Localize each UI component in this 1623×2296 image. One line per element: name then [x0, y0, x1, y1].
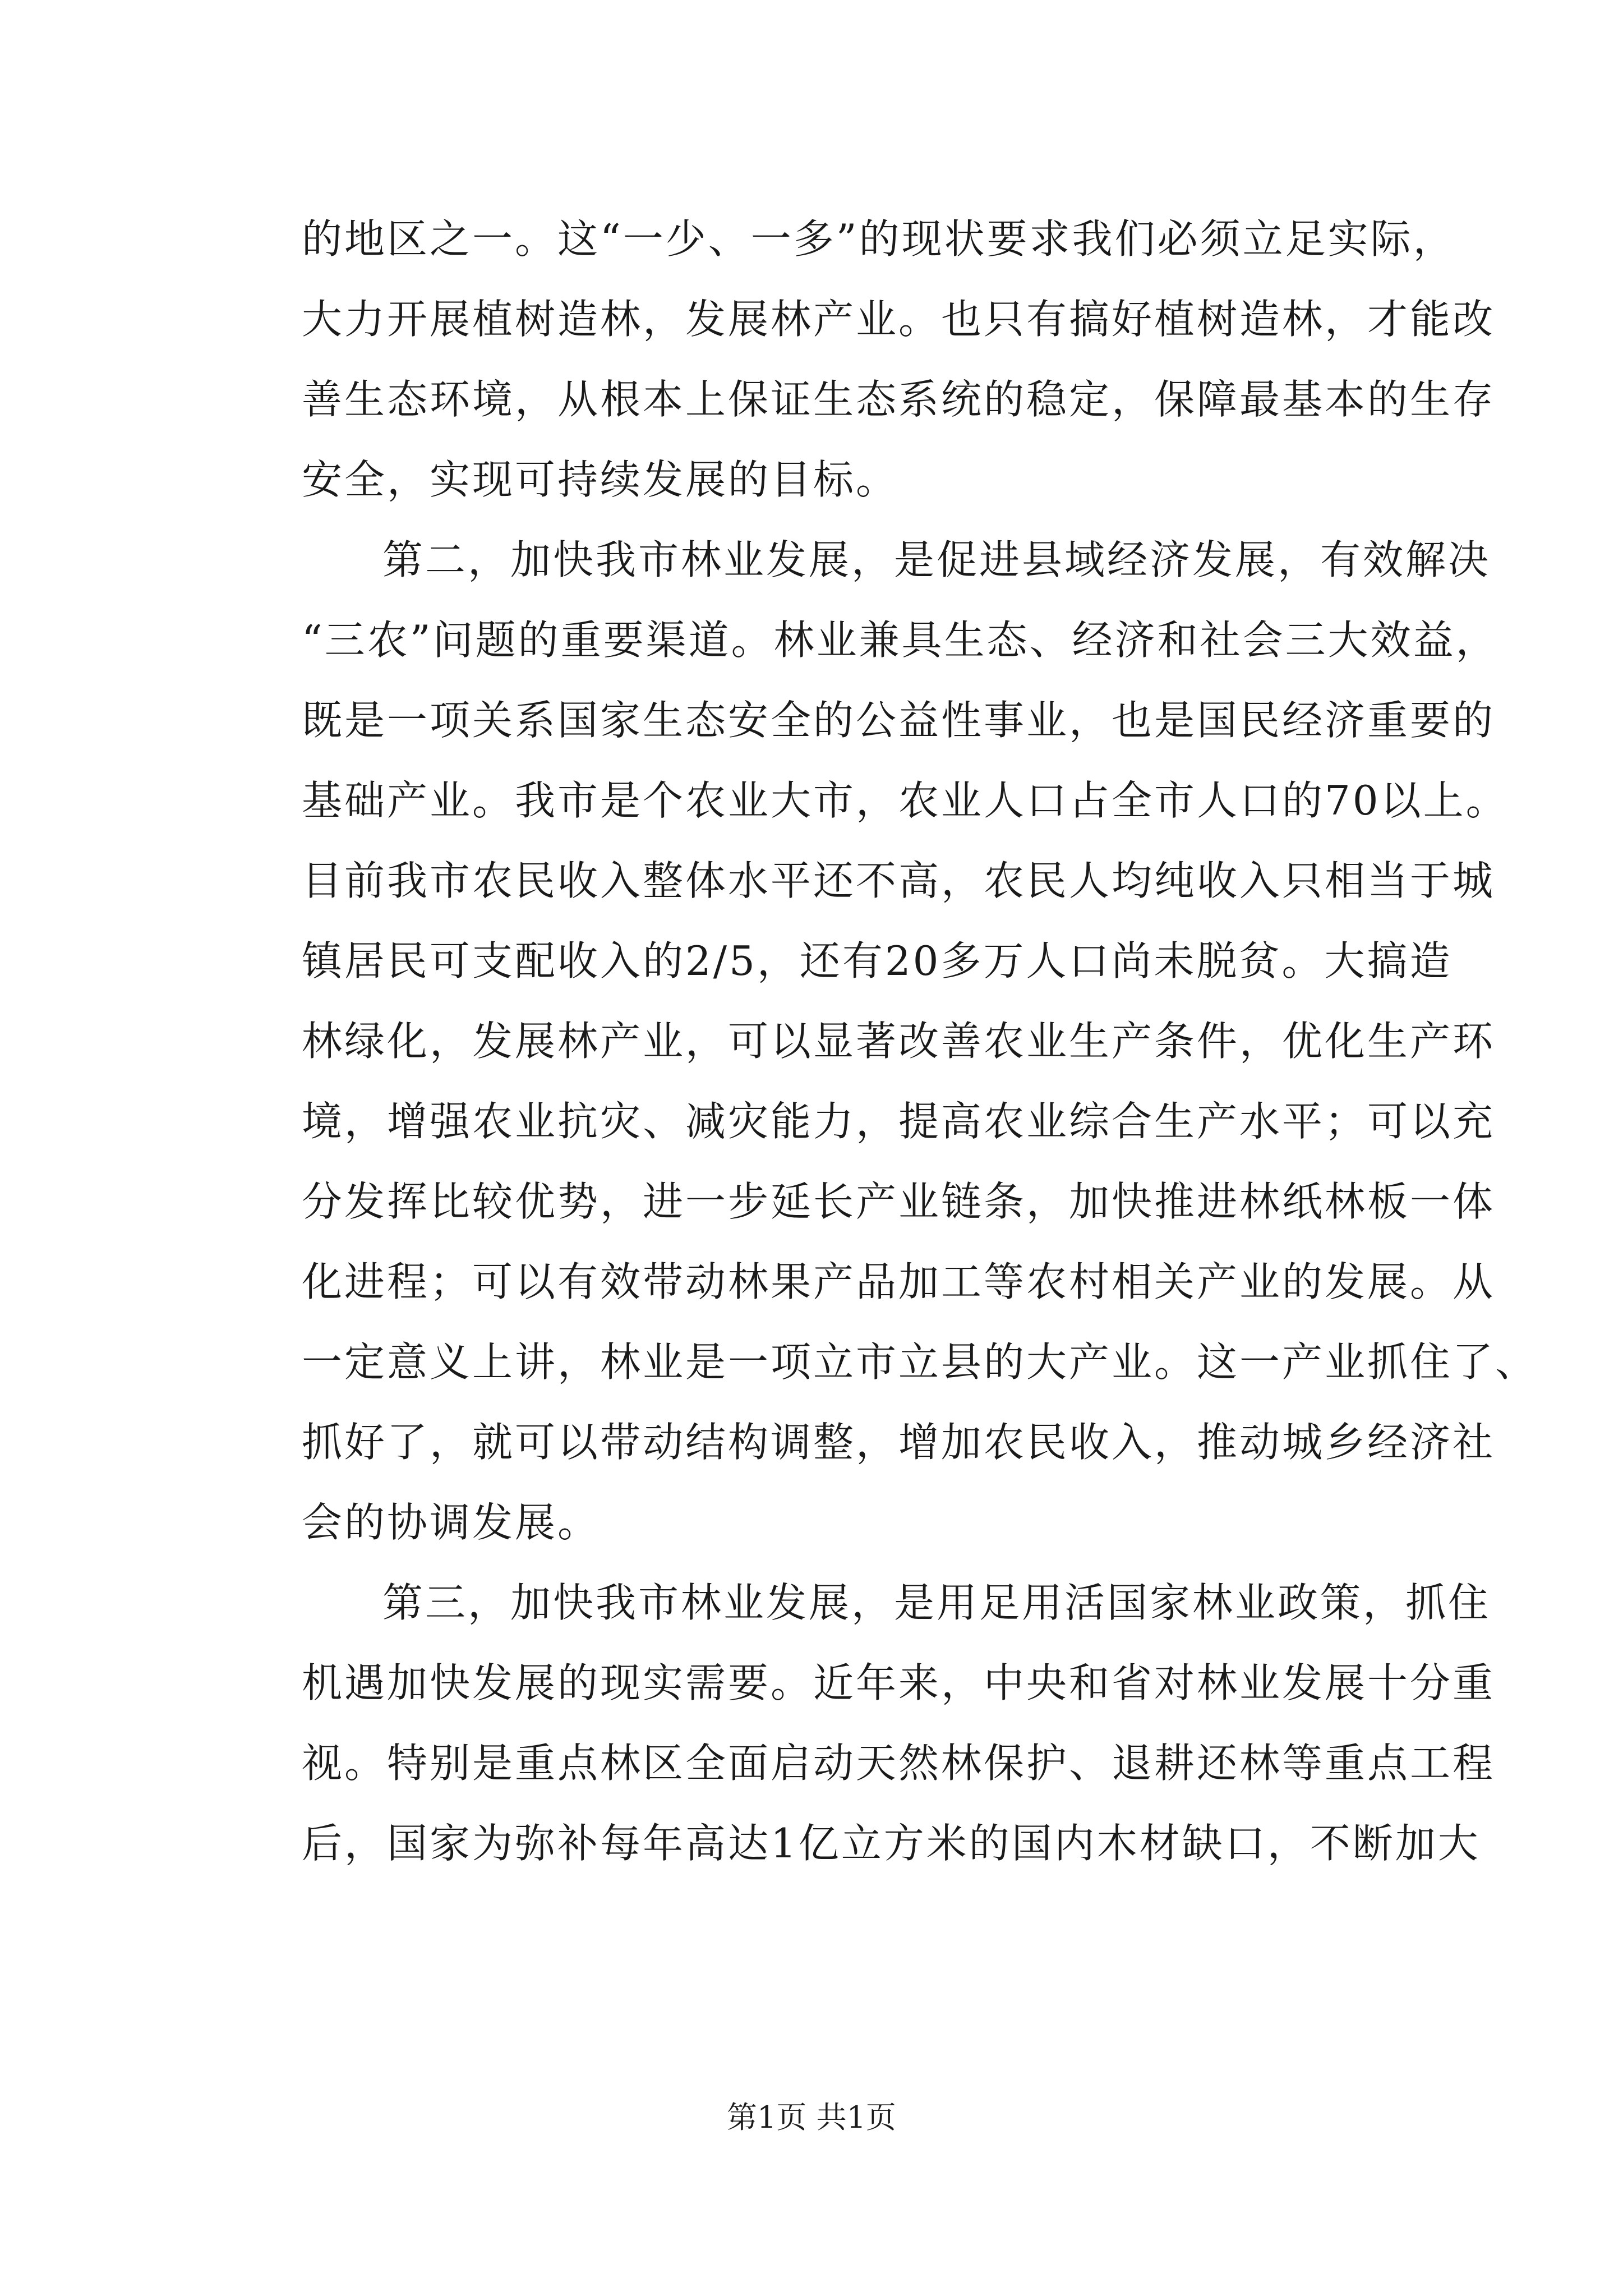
text-line: 林绿化，发展林产业，可以显著改善农业生产条件，优化生产环 — [302, 1018, 1496, 1065]
paragraph — [302, 199, 1496, 520]
text-line: 第三，加快我市林业发展，是用足用活国家林业政策，抓住 — [382, 1579, 1491, 1626]
paragraph — [302, 1563, 1496, 1884]
text-line: 镇居民可支配收入的2/5，还有20多万人口尚未脱贫。大搞造 — [302, 937, 1453, 984]
text-line: 境，增强农业抗灾、减灾能力，提高农业综合生产水平；可以充 — [302, 1098, 1496, 1145]
text-line: 既是一项关系国家生态安全的公益性事业，也是国民经济重要的 — [302, 697, 1496, 744]
text-line: 会的协调发展。 — [302, 1499, 601, 1546]
text-line: 化进程；可以有效带动林果产品加工等农村相关产业的发展。从 — [302, 1258, 1496, 1305]
text-line: 视。特别是重点林区全面启动天然林保护、退耕还林等重点工程 — [302, 1740, 1496, 1787]
paragraph — [302, 520, 1538, 1563]
text-line: 第二，加快我市林业发展，是促进县域经济发展，有效解决 — [382, 536, 1491, 583]
text-line: 机遇加快发展的现实需要。近年来，中央和省对林业发展十分重 — [302, 1659, 1496, 1706]
text-line: 一定意义上讲，林业是一项立市立县的大产业。这一产业抓住了、 — [302, 1338, 1538, 1386]
text-line: 基础产业。我市是个农业大市，农业人口占全市人口的70以上。 — [302, 777, 1509, 824]
text-line: 分发挥比较优势，进一步延长产业链条，加快推进林纸林板一体 — [302, 1178, 1496, 1225]
text-line: 大力开展植树造林，发展林产业。也只有搞好植树造林，才能改 — [302, 296, 1496, 343]
page-footer: 第1页 共1页 — [727, 2100, 896, 2135]
text-line: “三农”问题的重要渠道。林业兼具生态、经济和社会三大效益， — [302, 616, 1498, 664]
text-line: 抓好了，就可以带动结构调整，增加农民收入，推动城乡经济社 — [302, 1419, 1496, 1466]
text-line: 的地区之一。这“一少、一多”的现状要求我们必须立足实际， — [302, 215, 1456, 263]
document-body — [302, 199, 1538, 1884]
text-line: 后，国家为弥补每年高达1亿立方米的国内木材缺口，不断加大 — [302, 1820, 1481, 1867]
text-line: 安全，实现可持续发展的目标。 — [302, 456, 899, 503]
text-line: 目前我市农民收入整体水平还不高，农民人均纯收入只相当于城 — [302, 857, 1496, 904]
text-line: 善生态环境，从根本上保证生态系统的稳定，保障最基本的生存 — [302, 376, 1496, 423]
